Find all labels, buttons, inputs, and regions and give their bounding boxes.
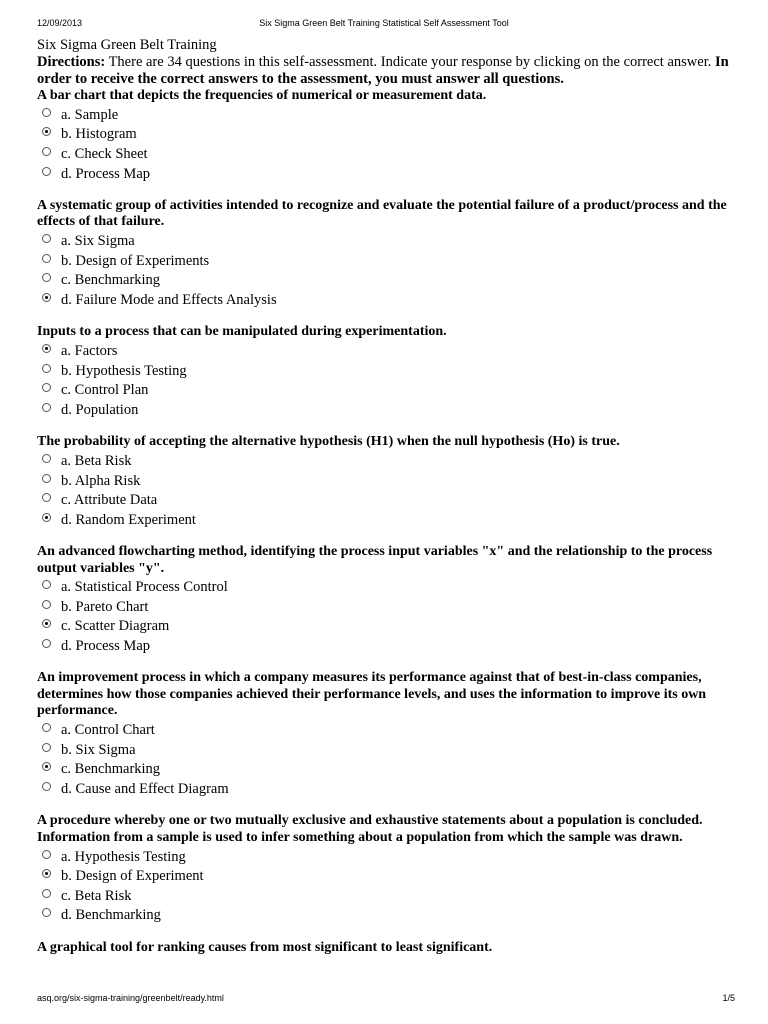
- question-block: [37, 88, 737, 184]
- question-text: An improvement process in which a company measures its performance against that of best-in-class companies, determines how those companies achieved their performance levels, and uses the information to improve its own performance.: [37, 670, 707, 719]
- answer-option-label: b. Hypothesis Testing: [61, 362, 187, 379]
- answer-options: [37, 232, 737, 310]
- answer-option[interactable]: [37, 361, 737, 381]
- answer-option-label: d. Process Map: [61, 638, 151, 655]
- answer-option[interactable]: [37, 780, 737, 800]
- print-url: asq.org/six-sigma-training/greenbelt/ready.html: [37, 993, 224, 1003]
- question-spacer: [37, 530, 737, 544]
- answer-option[interactable]: [37, 491, 737, 511]
- answer-options: [37, 578, 737, 656]
- answer-option[interactable]: [37, 637, 737, 657]
- radio-unchecked-icon[interactable]: [42, 850, 51, 859]
- answer-option[interactable]: [37, 578, 737, 598]
- answer-option-label: d. Cause and Effect Diagram: [61, 780, 229, 797]
- answer-option[interactable]: [37, 867, 737, 887]
- question-spacer: [37, 420, 737, 434]
- radio-checked-icon[interactable]: [42, 293, 51, 302]
- question-block: [37, 544, 737, 656]
- answer-option[interactable]: [37, 381, 737, 401]
- radio-unchecked-icon[interactable]: [42, 908, 51, 917]
- print-date: 12/09/2013: [37, 18, 83, 28]
- answer-option[interactable]: [37, 232, 737, 252]
- question-text: A bar chart that depicts the frequencies of numerical or measurement data.: [37, 88, 487, 103]
- answer-option[interactable]: [37, 471, 737, 491]
- question-text: An advanced flowcharting method, identifying the process input variables "x" and the relationship to the process output variables "y".: [37, 544, 713, 576]
- question-text: Inputs to a process that can be manipulated during experimentation.: [37, 324, 447, 340]
- radio-unchecked-icon[interactable]: [42, 639, 51, 648]
- radio-unchecked-icon[interactable]: [42, 254, 51, 263]
- radio-unchecked-icon[interactable]: [42, 234, 51, 243]
- radio-unchecked-icon[interactable]: [42, 167, 51, 176]
- radio-checked-icon[interactable]: [42, 762, 51, 771]
- radio-unchecked-icon[interactable]: [42, 403, 51, 412]
- radio-unchecked-icon[interactable]: [42, 108, 51, 117]
- answer-option[interactable]: [37, 125, 737, 145]
- answer-options: [37, 452, 737, 530]
- question-spacer: [37, 310, 737, 324]
- question-block: [37, 940, 737, 957]
- radio-unchecked-icon[interactable]: [42, 273, 51, 282]
- answer-option[interactable]: [37, 598, 737, 618]
- question-text: A procedure whereby one or two mutually exclusive and exhaustive statements about a population is concluded. Information from a sample is used to infer something about a population from which the sample was drawn.: [37, 813, 703, 845]
- answer-option-label: c. Check Sheet: [61, 145, 148, 162]
- answer-option[interactable]: [37, 740, 737, 760]
- directions-bold-text: In order to receive the correct answers to the assessment, you must answer all questions.: [37, 54, 729, 87]
- answer-option-label: a. Six Sigma: [61, 233, 135, 250]
- answer-option[interactable]: [37, 721, 737, 741]
- answer-option-label: c. Scatter Diagram: [61, 618, 170, 635]
- answer-option[interactable]: [37, 906, 737, 926]
- radio-checked-icon[interactable]: [42, 513, 51, 522]
- answer-option-label: a. Statistical Process Control: [61, 579, 228, 596]
- question-spacer: [37, 656, 737, 670]
- answer-option[interactable]: [37, 342, 737, 362]
- radio-unchecked-icon[interactable]: [42, 493, 51, 502]
- directions-label: Directions:: [37, 54, 106, 70]
- answer-option[interactable]: [37, 510, 737, 530]
- question-block: [37, 324, 737, 420]
- answer-option[interactable]: [37, 271, 737, 291]
- radio-checked-icon[interactable]: [42, 619, 51, 628]
- answer-option-label: b. Alpha Risk: [61, 472, 141, 489]
- radio-checked-icon[interactable]: [42, 869, 51, 878]
- answer-option[interactable]: [37, 291, 737, 311]
- answer-option-label: c. Beta Risk: [61, 887, 132, 904]
- answer-option-label: c. Attribute Data: [61, 492, 158, 509]
- answer-option-label: d. Random Experiment: [61, 511, 196, 528]
- answer-option[interactable]: [37, 760, 737, 780]
- question-text: A graphical tool for ranking causes from most significant to least significant.: [37, 939, 493, 955]
- answer-option-label: b. Six Sigma: [61, 741, 136, 758]
- question-text: A systematic group of activities intended to recognize and evaluate the potential failure of a product/process and the effects of that failure.: [37, 197, 727, 230]
- answer-option[interactable]: [37, 251, 737, 271]
- answer-option-label: a. Beta Risk: [61, 452, 132, 469]
- answer-options: [37, 847, 737, 925]
- question-list: [37, 88, 737, 956]
- question-spacer: [37, 926, 737, 940]
- answer-option[interactable]: [37, 886, 737, 906]
- answer-option[interactable]: [37, 617, 737, 637]
- answer-option-label: a. Hypothesis Testing: [61, 848, 186, 865]
- answer-option[interactable]: [37, 106, 737, 126]
- question-block: [37, 813, 737, 925]
- radio-unchecked-icon[interactable]: [42, 743, 51, 752]
- answer-option[interactable]: [37, 145, 737, 165]
- answer-option-label: d. Process Map: [61, 165, 151, 182]
- answer-option-label: a. Sample: [61, 106, 119, 123]
- radio-checked-icon[interactable]: [42, 127, 51, 136]
- question-block: [37, 434, 737, 530]
- radio-unchecked-icon[interactable]: [42, 474, 51, 483]
- page-title: Six Sigma Green Belt Training: [37, 37, 217, 53]
- radio-unchecked-icon[interactable]: [42, 580, 51, 589]
- answer-option-label: c. Benchmarking: [61, 761, 161, 778]
- answer-option-label: c. Benchmarking: [61, 272, 161, 289]
- radio-unchecked-icon[interactable]: [42, 147, 51, 156]
- radio-unchecked-icon[interactable]: [42, 600, 51, 609]
- answer-option[interactable]: [37, 164, 737, 184]
- answer-options: [37, 342, 737, 420]
- radio-unchecked-icon[interactable]: [42, 723, 51, 732]
- radio-unchecked-icon[interactable]: [42, 782, 51, 791]
- answer-option-label: a. Control Chart: [61, 722, 155, 739]
- answer-option-label: b. Pareto Chart: [61, 598, 149, 615]
- answer-option[interactable]: [37, 847, 737, 867]
- radio-unchecked-icon[interactable]: [42, 889, 51, 898]
- assessment-content: [37, 37, 737, 956]
- answer-options: [37, 106, 737, 184]
- page-number: 1/5: [722, 993, 735, 1003]
- answer-option[interactable]: [37, 452, 737, 472]
- answer-option-label: b. Histogram: [61, 126, 137, 143]
- question-text: The probability of accepting the alternative hypothesis (H1) when the null hypothesis (Ho) is true.: [37, 434, 620, 450]
- answer-option-label: c. Control Plan: [61, 382, 149, 399]
- radio-unchecked-icon[interactable]: [42, 364, 51, 373]
- answer-option-label: d. Benchmarking: [61, 907, 161, 924]
- answer-option-label: d. Population: [61, 401, 139, 418]
- print-title: Six Sigma Green Belt Training Statistical Self Assessment Tool: [259, 18, 509, 28]
- print-footer: [0, 993, 768, 1007]
- question-block: [37, 670, 737, 799]
- question-block: [37, 198, 737, 310]
- directions-text: There are 34 questions in this self-assessment. Indicate your response by clicking on the correct answer.: [105, 54, 715, 70]
- question-spacer: [37, 799, 737, 813]
- answer-option-label: b. Design of Experiment: [61, 868, 204, 885]
- question-spacer: [37, 184, 737, 198]
- answer-option-label: b. Design of Experiments: [61, 252, 210, 269]
- answer-option-label: a. Factors: [61, 343, 118, 360]
- radio-checked-icon[interactable]: [42, 344, 51, 353]
- directions: [37, 54, 737, 88]
- radio-unchecked-icon[interactable]: [42, 383, 51, 392]
- radio-unchecked-icon[interactable]: [42, 454, 51, 463]
- answer-option[interactable]: [37, 401, 737, 421]
- answer-option-label: d. Failure Mode and Effects Analysis: [61, 291, 277, 308]
- print-header: [0, 18, 768, 32]
- answer-options: [37, 721, 737, 799]
